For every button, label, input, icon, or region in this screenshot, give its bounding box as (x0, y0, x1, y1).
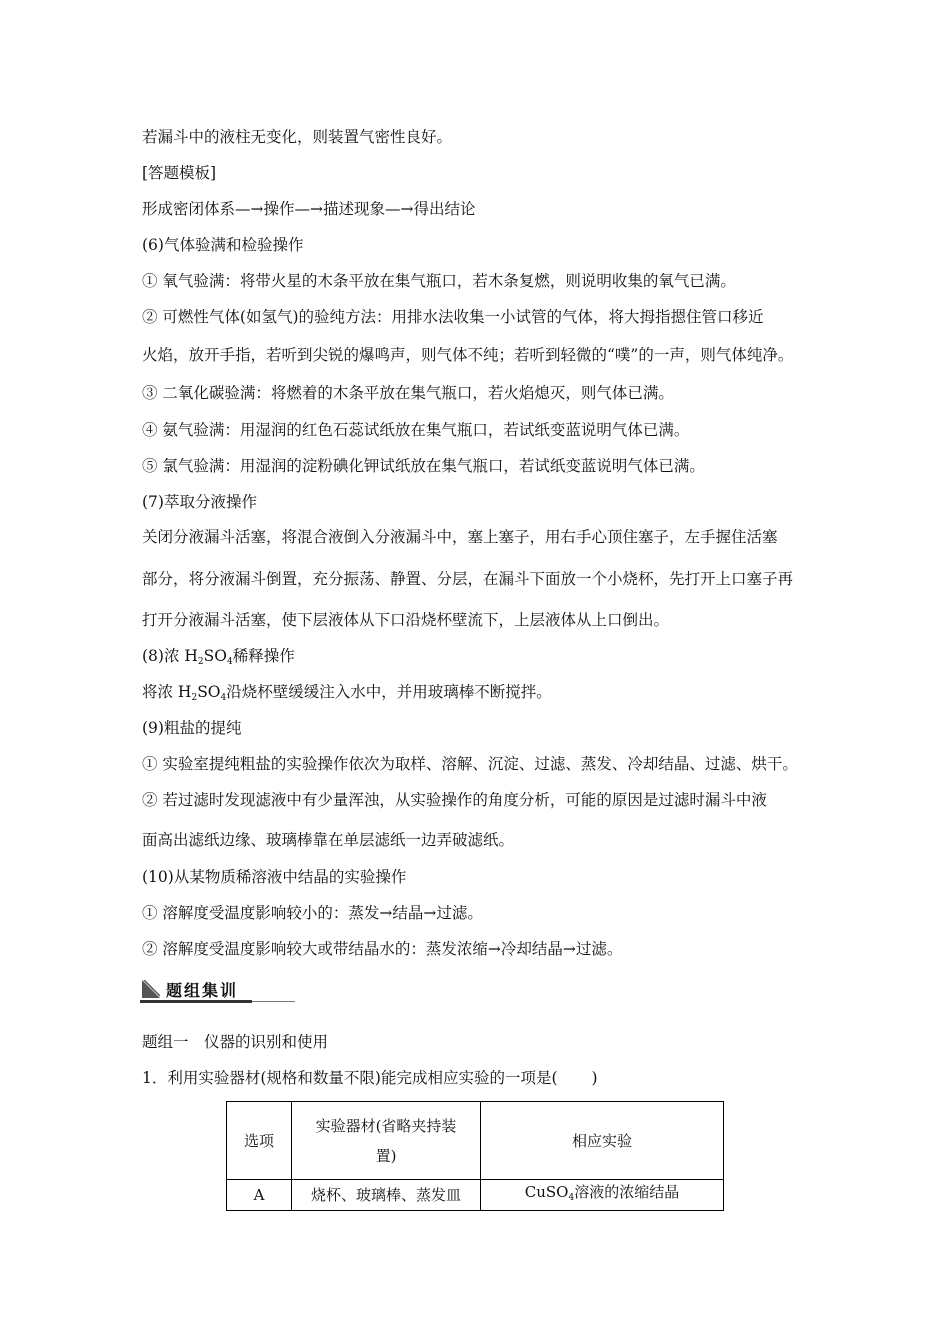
text-line: 火焰，放开手指，若听到尖锐的爆鸣声，则气体不纯；若听到轻微的“噗”的一声，则气体纯净。 (142, 346, 794, 364)
text-line: (10)从某物质稀溶液中结晶的实验操作 (142, 868, 407, 886)
section-title: 题组集训 (166, 981, 239, 1000)
text-line: ① 溶解度受温度影响较小的：蒸发→结晶→过滤。 (142, 904, 483, 922)
text-line: ② 溶解度受温度影响较大或带结晶水的：蒸发浓缩→冷却结晶→过滤。 (142, 940, 623, 958)
text-line: 将浓 $H_2SO_4$沿烧杯壁缓缓注入水中，并用玻璃棒不断搅拌。 (142, 683, 552, 703)
question-text: 1．利用实验器材(规格和数量不限)能完成相应实验的一项是( ) (142, 1069, 598, 1087)
text-line: ② 可燃性气体(如氢气)的验纯方法：用排水法收集一小试管的气体，将大拇指摁住管口移近 (142, 308, 764, 326)
text-line: 关闭分液漏斗活塞，将混合液倒入分液漏斗中，塞上塞子，用右手心顶住塞子，左手握住活塞 (142, 528, 778, 546)
text-line: 若漏斗中的液柱无变化，则装置气密性良好。 (142, 128, 453, 146)
table-row (227, 1180, 724, 1211)
text-line: [答题模板] (142, 164, 217, 182)
text-line: (9)粗盐的提纯 (142, 719, 242, 737)
text-line: ① 实验室提纯粗盐的实验操作依次为取样、溶解、沉淀、过滤、蒸发、冷却结晶、过滤、烘干。 (142, 755, 798, 773)
text-line: 打开分液漏斗活塞，使下层液体从下口沿烧杯壁流下，上层液体从上口倒出。 (142, 611, 670, 629)
text-line: ① 氧气验满：将带火星的木条平放在集气瓶口，若木条复燃，则说明收集的氧气已满。 (142, 272, 736, 290)
options-table (226, 1101, 724, 1211)
text-line: ④ 氨气验满：用湿润的红色石蕊试纸放在集气瓶口，若试纸变蓝说明气体已满。 (142, 421, 690, 439)
table-cell-equipment: 烧杯、玻璃棒、蒸发皿 (292, 1180, 481, 1211)
section-marker-icon (142, 980, 160, 998)
text-line: (6)气体验满和检验操作 (142, 236, 304, 254)
text-line: (7)萃取分液操作 (142, 493, 257, 511)
text-line: 形成密闭体系—→操作—→描述现象—→得出结论 (142, 200, 476, 218)
text-line: (8)浓 $H_2SO_4$稀释操作 (142, 647, 295, 667)
section-rule-extension (252, 1001, 295, 1002)
table-cell-experiment: CuSO$_4$溶液的浓缩结晶 (481, 1180, 724, 1211)
group-title: 题组一 仪器的识别和使用 (142, 1033, 329, 1051)
table-header-cell: 相应实验 (481, 1102, 724, 1180)
table-header-cell: 选项 (227, 1102, 292, 1180)
table-header-row (227, 1102, 724, 1180)
text-line: 面高出滤纸边缘、玻璃棒靠在单层滤纸一边弄破滤纸。 (142, 831, 515, 849)
table-header-cell: 实验器材(省略夹持装 置) (292, 1102, 481, 1180)
section-rule (140, 1000, 252, 1003)
text-line: ② 若过滤时发现滤液中有少量浑浊，从实验操作的角度分析，可能的原因是过滤时漏斗中液 (142, 791, 767, 809)
text-line: ⑤ 氯气验满：用湿润的淀粉碘化钾试纸放在集气瓶口，若试纸变蓝说明气体已满。 (142, 457, 705, 475)
section-header (140, 976, 295, 1006)
table-cell-option: A (227, 1180, 292, 1211)
text-line: ③ 二氧化碳验满：将燃着的木条平放在集气瓶口，若火焰熄灭，则气体已满。 (142, 384, 674, 402)
text-line: 部分，将分液漏斗倒置，充分振荡、静置、分层，在漏斗下面放一个小烧杯，先打开上口塞子再 (142, 570, 794, 588)
